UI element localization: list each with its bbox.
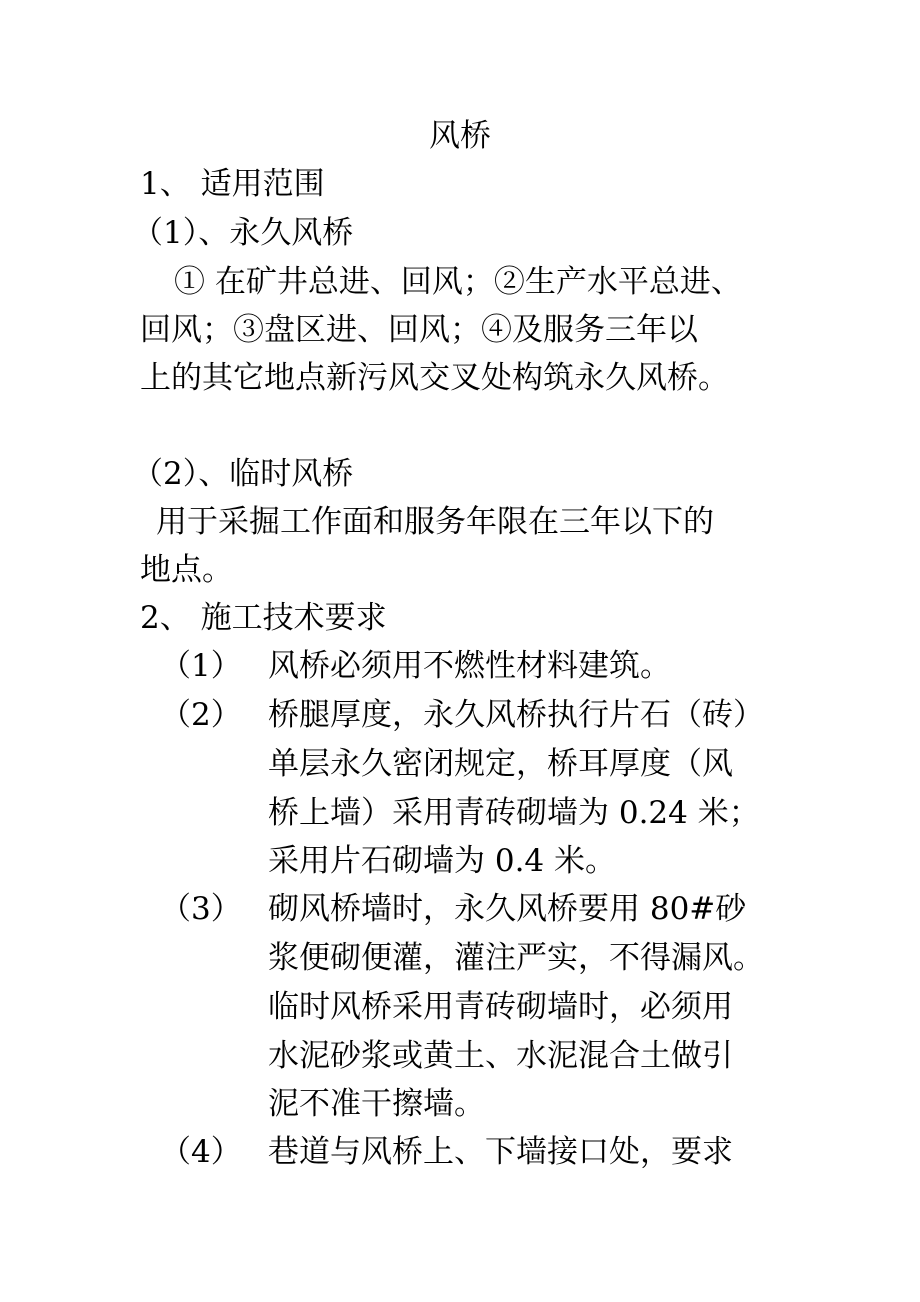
- section-heading-requirements: 2、 施工技术要求: [140, 600, 387, 636]
- list-item-number: （1）: [160, 648, 242, 684]
- list-item-line: 桥上墙）采用青砖砌墙为 0.24 米；: [268, 795, 760, 831]
- subsection-heading-temporary: （2）、临时风桥: [132, 456, 354, 492]
- subsection-heading-permanent: （1）、永久风桥: [132, 215, 354, 251]
- list-item-line: 风桥必须用不燃性材料建筑。: [268, 648, 671, 684]
- list-item-number: （2）: [160, 697, 242, 733]
- list-item-line: 砌风桥墙时，永久风桥要用 80#砂: [268, 891, 747, 927]
- list-item-line: 泥不准干擦墙。: [268, 1086, 485, 1122]
- paragraph-line: 回风；③盘区进、回风；④及服务三年以: [140, 312, 698, 348]
- list-item-line: 巷道与风桥上、下墙接口处，要求: [268, 1134, 733, 1170]
- list-item-line: 单层永久密闭规定，桥耳厚度（风: [268, 746, 733, 782]
- paragraph-line: ① 在矿井总进、回风；②生产水平总进、: [174, 264, 742, 300]
- paragraph-line: 上的其它地点新污风交叉处构筑永久风桥。: [140, 360, 729, 396]
- paragraph-line: 地点。: [140, 552, 233, 588]
- list-item-line: 桥腿厚度，永久风桥执行片石（砖）: [268, 697, 764, 733]
- list-item-line: 临时风桥采用青砖砌墙时，必须用: [268, 989, 733, 1025]
- list-item-number: （4）: [160, 1134, 242, 1170]
- list-item-number: （3）: [160, 891, 242, 927]
- list-item-line: 采用片石砌墙为 0.4 米。: [268, 843, 617, 879]
- list-item-line: 浆便砌便灌，灌注严实，不得漏风。: [268, 940, 764, 976]
- page-title: 风桥: [429, 118, 491, 154]
- list-item-line: 水泥砂浆或黄土、水泥混合土做引: [268, 1038, 733, 1074]
- paragraph-line: 用于采掘工作面和服务年限在三年以下的: [156, 504, 714, 540]
- section-heading-scope: 1、 适用范围: [140, 166, 325, 202]
